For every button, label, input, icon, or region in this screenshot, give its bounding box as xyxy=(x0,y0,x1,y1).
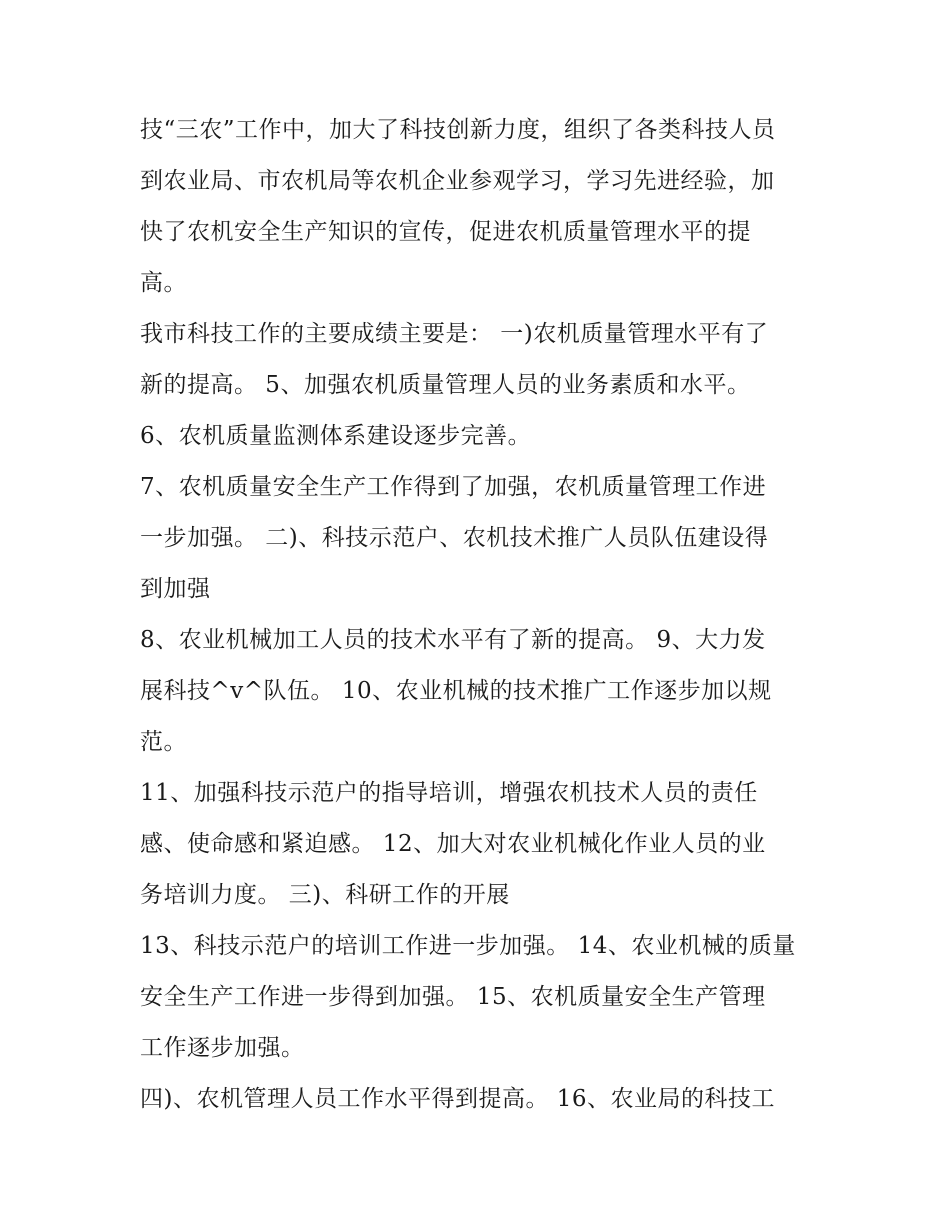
text-line: 务培训力度。 三)、科研工作的开展 xyxy=(140,882,510,908)
text-line: 四)、农机管理人员工作水平得到提高。 16、农业局的科技工 xyxy=(140,1086,776,1112)
text-line: 7、农机质量安全生产工作得到了加强，农机质量管理工作进 xyxy=(140,474,767,500)
text-line: 展科技^v^队伍。 10、农业机械的技术推广工作逐步加以规 xyxy=(140,678,772,704)
text-line: 到农业局、市农机局等农机企业参观学习，学习先进经验，加 xyxy=(140,168,775,194)
text-line: 6、农机质量监测体系建设逐步完善。 xyxy=(140,423,532,449)
text-line: 新的提高。 5、加强农机质量管理人员的业务素质和水平。 xyxy=(140,372,751,398)
text-line: 到加强 xyxy=(140,576,211,602)
text-line: 高。 xyxy=(140,270,187,296)
text-line: 安全生产工作进一步得到加强。 15、农机质量安全生产管理 xyxy=(140,984,766,1010)
body-text xyxy=(140,105,830,1125)
text-line: 工作逐步加强。 xyxy=(140,1035,305,1061)
text-line: 快了农机安全生产知识的宣传，促进农机质量管理水平的提 xyxy=(140,219,751,245)
text-line: 一步加强。 二)、科技示范户、农机技术推广人员队伍建设得 xyxy=(140,525,769,551)
text-line: 11、加强科技示范户的指导培训，增强农机技术人员的责任 xyxy=(140,780,758,806)
text-line: 我市科技工作的主要成绩主要是： 一)农机质量管理水平有了 xyxy=(140,321,769,347)
text-line: 感、使命感和紧迫感。 12、加大对农业机械化作业人员的业 xyxy=(140,831,766,857)
text-line: 13、科技示范户的培训工作进一步加强。 14、农业机械的质量 xyxy=(140,933,796,959)
text-line: 技“三农”工作中，加大了科技创新力度，组织了各类科技人员 xyxy=(140,117,776,143)
text-line: 8、农业机械加工人员的技术水平有了新的提高。 9、大力发 xyxy=(140,627,766,653)
text-line: 范。 xyxy=(140,729,187,755)
